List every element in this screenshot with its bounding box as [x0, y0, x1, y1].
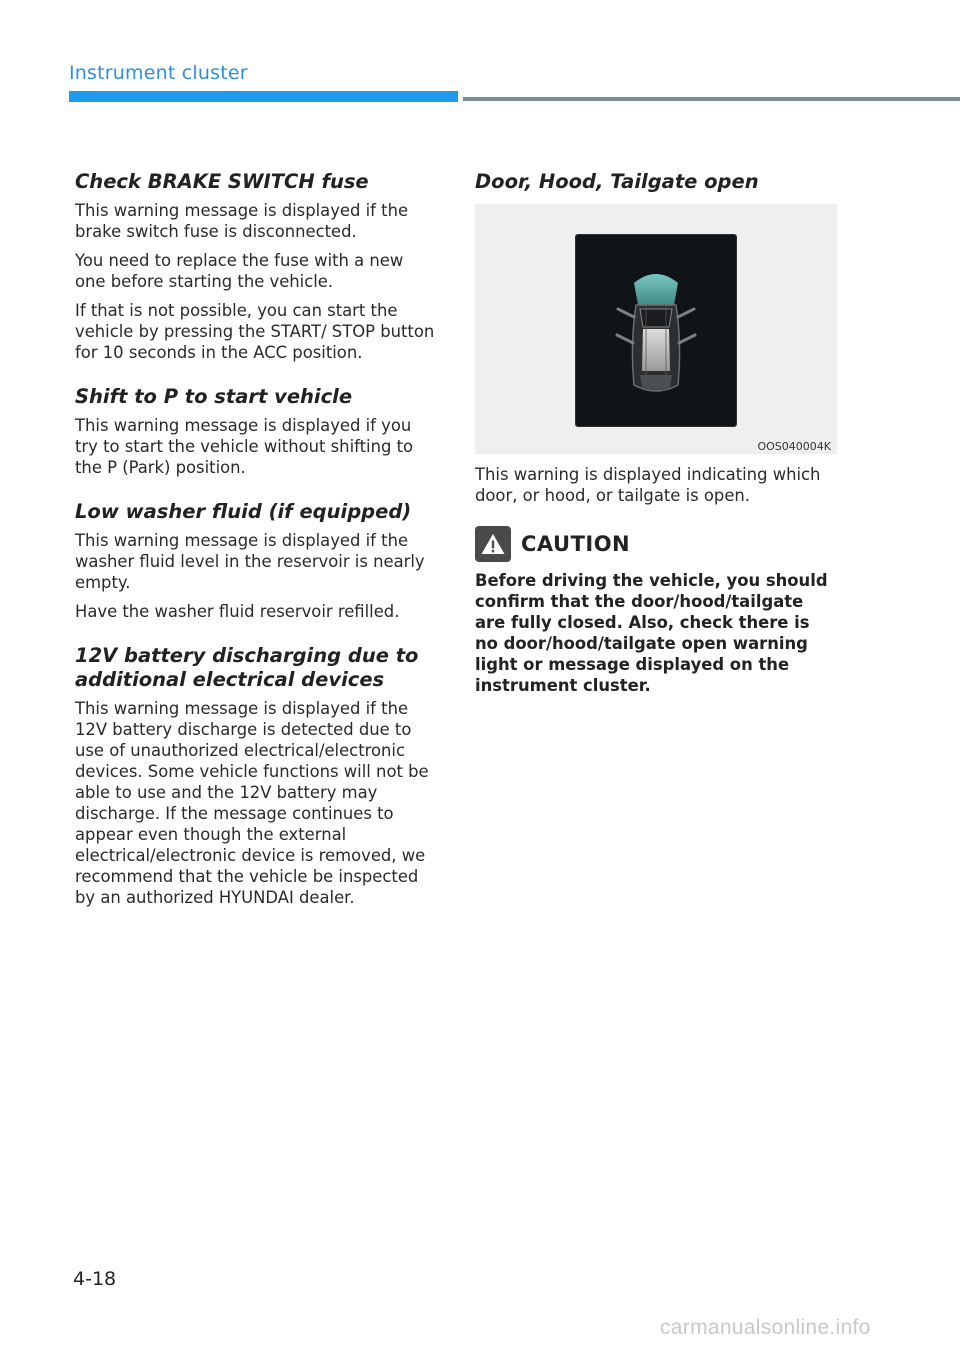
- section-brake-switch: [75, 170, 437, 363]
- caution-header: [475, 526, 837, 562]
- section-shift-to-p: [75, 385, 437, 478]
- paragraph: This warning message is displayed if you try to start the vehicle without shifting to the P (Park) position.: [75, 416, 414, 477]
- section-heading: Check BRAKE SWITCH fuse: [75, 170, 369, 193]
- left-column: [75, 170, 437, 916]
- car-doors-open-icon: [576, 235, 736, 426]
- section-low-washer-fluid: [75, 500, 437, 622]
- paragraph: If that is not possible, you can start the vehicle by pressing the START/ STOP button for 10 seconds in the ACC position.: [75, 301, 435, 362]
- header-rule-gray: [463, 97, 960, 101]
- section-heading-door-open: Door, Hood, Tailgate open: [475, 170, 759, 193]
- caution-title: CAUTION: [521, 532, 631, 556]
- watermark: carmanualsonline.info: [660, 1316, 871, 1339]
- figure-code: OOS040004K: [757, 440, 831, 453]
- caution-text: Before driving the vehicle, you should confirm that the door/hood/tailgate are fully closed. Also, check there is no door/hood/tailgate open warning light or message displayed on the instrument cluster.: [475, 571, 828, 695]
- section-heading: Low washer fluid (if equipped): [75, 500, 412, 523]
- section-12v-battery: [75, 644, 437, 908]
- cluster-screen: [575, 234, 737, 427]
- paragraph: Have the washer fluid reservoir refilled.: [75, 602, 400, 621]
- page-number: 4-18: [73, 1268, 117, 1290]
- paragraph: This warning message is displayed if the washer fluid level in the reservoir is nearly empty.: [75, 531, 425, 592]
- paragraph: This warning is displayed indicating which door, or hood, or tailgate is open.: [475, 465, 821, 505]
- paragraph: You need to replace the fuse with a new one before starting the vehicle.: [75, 251, 404, 291]
- warning-triangle-icon: [475, 526, 511, 562]
- paragraph: This warning message is displayed if the brake switch fuse is disconnected.: [75, 201, 409, 241]
- header-rule-blue: [69, 91, 458, 102]
- section-heading: 12V battery discharging due to additional electrical devices: [75, 644, 419, 691]
- section-heading: Shift to P to start vehicle: [75, 385, 353, 408]
- header-title: Instrument cluster: [69, 62, 248, 84]
- paragraph: This warning message is displayed if the 12V battery discharge is detected due to use of unauthorized electrical/electronic devices. Some vehicle functions will not be able to use and the 12V battery may discharge. If the message continues to appear even though the external electrical/electronic device is removed, we recommend that the vehicle be inspected by an authorized HYUNDAI dealer.: [75, 699, 429, 907]
- door-open-figure: [475, 204, 837, 454]
- right-column: [475, 170, 837, 696]
